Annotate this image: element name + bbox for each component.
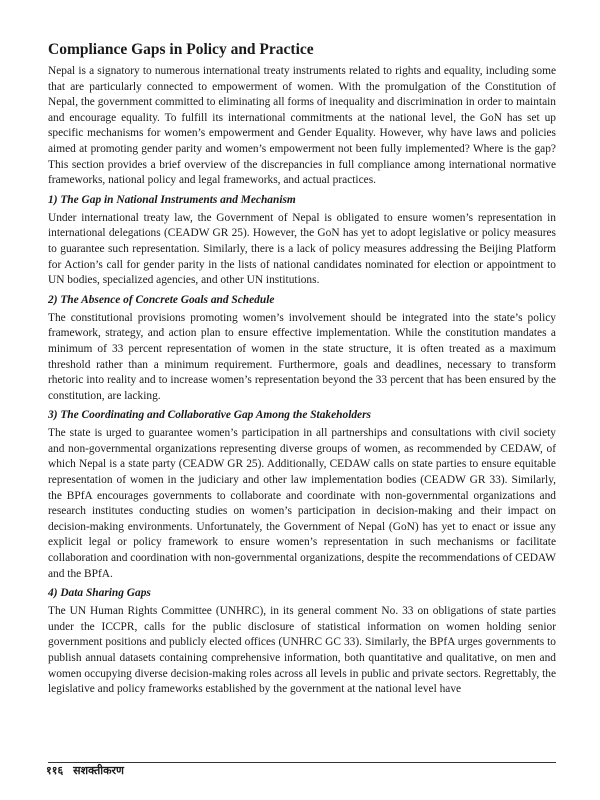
page-title: Compliance Gaps in Policy and Practice (48, 41, 314, 58)
publication-name: सशक्तीकरण (73, 764, 125, 777)
section-2-heading: 2) The Absence of Concrete Goals and Schedule (48, 293, 275, 306)
intro-paragraph: Nepal is a signatory to numerous international treaty instruments related to rights and equality, including some that are particularly connected to empowerment of women. With the promulgation of the Constitution of Nepal, the government committed to eliminating all forms of inequality and discrimination in order to maintain and encourage equality. To fulfill its international commitments at the national level, the GoN has set up specific mechanisms for women’s empowerment and Gender Equality. However, why have laws and policies aimed at promoting gender parity and women’s empowerment not been fully implemented? Where is the gap? This section provides a brief overview of the discrepancies in full compliance among international normative frameworks, national policy and legal frameworks, and actual practices. (48, 65, 556, 187)
section-1-body: Under international treaty law, the Government of Nepal is obligated to ensure women’s representation in international delegations (CEADW GR 25). However, the GoN has yet to adopt legislative or policy measures to guarantee such representation. Similarly, there is a lack of policy measures addressing the Beijing Platform for Action’s call for gender parity in the lists of national candidates nominated for election or appointment to UN bodies, specialized agencies, and other UN institutions. (48, 211, 556, 287)
section-3-heading: 3) The Coordinating and Collaborative Gap Among the Stakeholders (48, 409, 371, 422)
section-4-heading: 4) Data Sharing Gaps (48, 587, 151, 600)
footer-divider (48, 762, 556, 763)
section-1-heading: 1) The Gap in National Instruments and Mechanism (48, 193, 296, 206)
page-footer (0, 762, 600, 790)
footer-text (46, 763, 124, 778)
section-4-body: The UN Human Rights Committee (UNHRC), in its general comment No. 33 on obligations of state parties under the ICCPR, calls for the public disclosure of statistical information on women holding senior government positions and publicly elected offices (UNHRC GC 33). Similarly, the BPfA urges governments to publish annual datasets containing comprehensive information, both quantitative and qualitative, on men and women occupying diverse decision-making roles across all levels in public and private sectors. Regrettably, the legislative and policy frameworks established by the government at the national level have (48, 605, 556, 696)
page-number: ११६ (46, 764, 64, 777)
section-3-body: The state is urged to guarantee women’s participation in all partnerships and consultations with civil society and non-governmental organizations representing diverse groups of women, as recommended by CEDAW, of which Nepal is a state party (CEADW GR 25). Additionally, CEDAW calls on state parties to ensure equitable representation of women in the judiciary and other law implementation bodies (CEADW GR 33). Similarly, the BPfA encourages governments to collaborate and coordinate with non-governmental organizations and research institutes conducting studies on women’s participation in decision-making and their impact on decision-making environments. Unfortunately, the Government of Nepal (GoN) has yet to enact or issue any explicit legal or policy framework to ensure women’s representation in such mechanisms or facilitate collaboration and coordination with non-governmental organizations, despite the recommendations of CEDAW and the BPfA. (48, 427, 556, 580)
page-content (48, 40, 556, 702)
section-2-body: The constitutional provisions promoting women’s involvement should be integrated into the state’s policy framework, strategy, and action plan to ensure effective implementation. While the constitution mandates a minimum of 33 percent representation of women in the state structure, it is often treated as a maximum threshold rather than a minimum requirement. Furthermore, goals and deadlines, necessary to transform rhetoric into reality and to increase women’s representation beyond the 33 percent that has been ensured by the constitution, are lacking. (48, 311, 556, 402)
